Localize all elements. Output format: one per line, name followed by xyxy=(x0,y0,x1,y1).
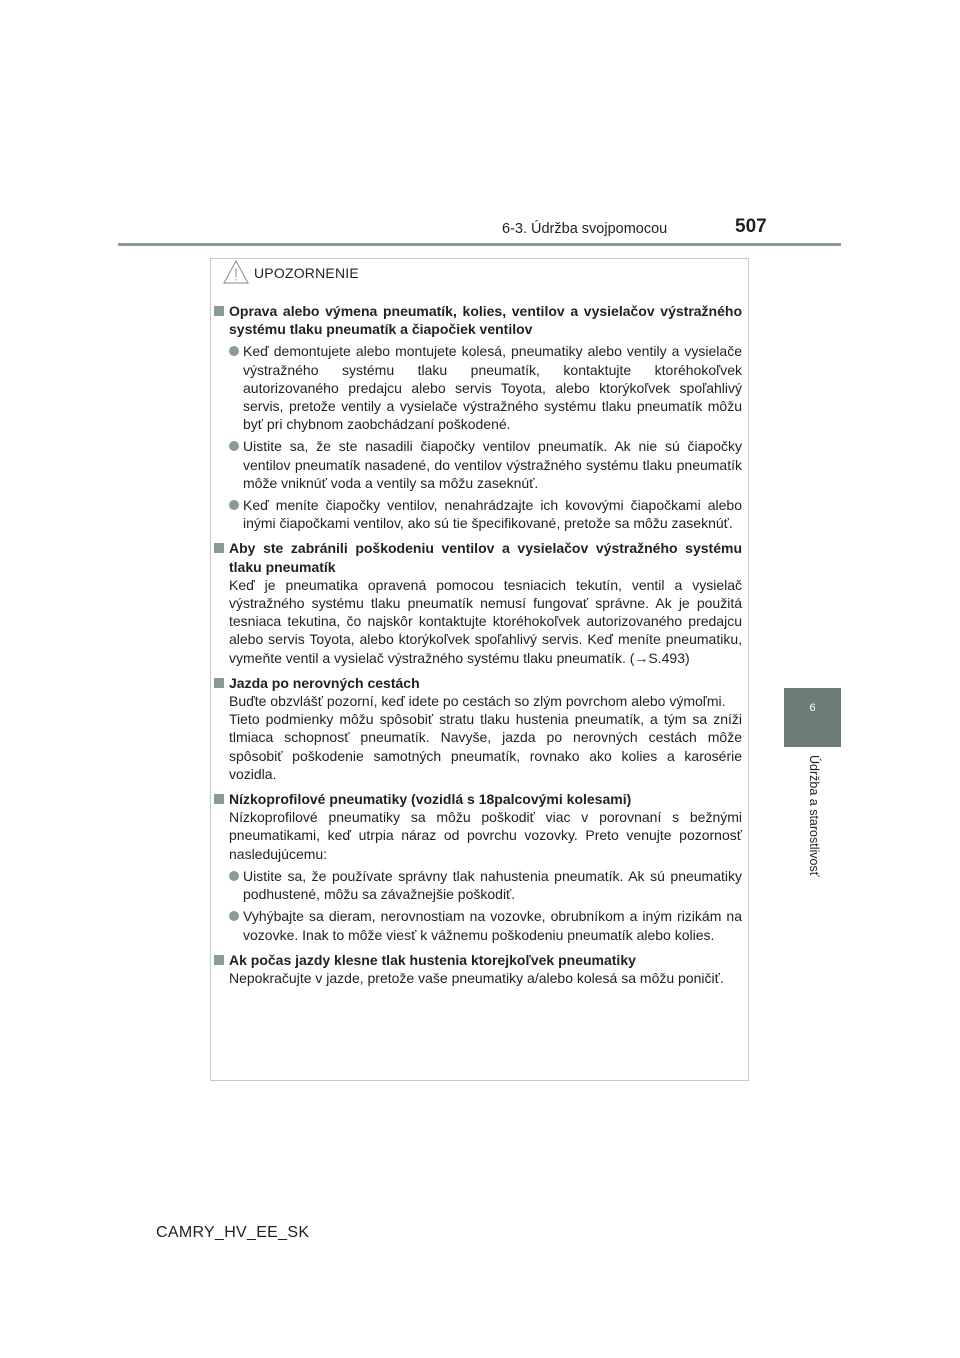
square-bullet-icon xyxy=(214,543,224,553)
section-heading xyxy=(214,302,742,338)
section-heading-text: Oprava alebo výmena pneumatík, kolies, ventilov a vysielačov výstražného systému tlaku pneumatík a čiapočiek ventilov xyxy=(229,303,742,338)
section-heading xyxy=(214,951,742,969)
round-bullet-icon xyxy=(229,911,239,921)
section-heading-text: Nízkoprofilové pneumatiky (vozidlá s 18palcovými kolesami) xyxy=(229,791,632,808)
list-item-text: Keď demontujete alebo montujete kolesá, pneumatiky alebo ventily a vysielače výstražného systému tlaku pneumatík, kontaktujte ktoréhokoľvek autorizovaného predajcu alebo servis Toyota, alebo ktorýkoľvek spoľahlivý servis, pretože ventily a vysielače výstražného systému tlaku pneumatík môžu byť pri chybnom zaobchádzaní poškodené. xyxy=(243,343,742,433)
chapter-tab xyxy=(784,688,841,747)
section-heading xyxy=(214,790,742,808)
round-bullet-icon xyxy=(229,500,239,510)
list-item-text: Uistite sa, že ste nasadili čiapočky ventilov pneumatík. Ak nie sú čiapočky ventilov pneumatík nasadené, do ventilov výstražného systému tlaku pneumatík môže vniknúť voda a ventily sa môžu zaseknúť. xyxy=(243,438,742,491)
header-divider xyxy=(118,243,841,246)
paragraph: Tieto podmienky môžu spôsobiť stratu tlaku hustenia pneumatík, a tým sa zníži tlmiaca schopnosť pneumatík. Navyše, jazda po nerovných cestách môže spôsobiť poškodenie samotných pneumatík, rovnako ako kolies a karosérie vozidla. xyxy=(229,711,742,782)
document-code: CAMRY_HV_EE_SK xyxy=(156,1224,310,1241)
paragraph: Nízkoprofilové pneumatiky sa môžu poškodiť viac v porovnaní s bežnými pneumatikami, keď utrpia náraz od povrchu vozovky. Preto venujte pozornosť nasledujúcemu: xyxy=(229,809,742,862)
chapter-number: 6 xyxy=(809,702,816,714)
warning-triangle-icon xyxy=(221,258,251,286)
list-item-text: Uistite sa, že používate správny tlak nahustenia pneumatík. Ak sú pneumatiky podhustené, môžu sa závažnejšie poškodiť. xyxy=(243,867,742,903)
list-item-text: Keď meníte čiapočky ventilov, nenahrádzajte ich kovovými čiapočkami alebo inými čiapočkami ventilov, ako sú tie špecifikované, pretože sa môžu zaseknúť. xyxy=(243,497,742,532)
warning-title: UPOZORNENIE xyxy=(254,265,359,281)
paragraph: Buďte obzvlášť pozorní, keď idete po cestách so zlým povrchom alebo výmoľmi. xyxy=(229,693,726,710)
square-bullet-icon xyxy=(214,678,224,688)
round-bullet-icon xyxy=(229,871,239,881)
list-item xyxy=(214,342,742,433)
square-bullet-icon xyxy=(214,794,224,804)
round-bullet-icon xyxy=(229,346,239,356)
paragraph: Keď je pneumatika opravená pomocou tesniacich tekutín, ventil a vysielač výstražného systému tlaku pneumatík nemusí fungovať správne. Ak je použitá tesniaca tekutina, čo najskôr kontaktujte ktoréhokoľvek autorizovaného predajcu alebo servis Toyota, alebo ktorýkoľvek spoľahlivý servis. Keď meníte pneumatiku, vymeňte ventil a vysielač výstražného systému tlaku pneumatík. (→S.493) xyxy=(229,576,742,666)
square-bullet-icon xyxy=(214,955,224,965)
list-item-text: Vyhýbajte sa dieram, nerovnostiam na vozovke, obrubníkom a iným rizikám na vozovke. Inak to môže viesť k vážnemu poškodeniu pneumatík alebo kolies. xyxy=(243,908,742,943)
paragraph: Nepokračujte v jazde, pretože vaše pneumatiky a/alebo kolesá sa môžu poničiť. xyxy=(229,969,724,986)
chapter-label: Údržba a starostlivosť xyxy=(807,755,821,877)
list-item xyxy=(214,907,742,943)
section-heading-text: Ak počas jazdy klesne tlak hustenia ktorejkoľvek pneumatiky xyxy=(229,951,636,968)
list-item xyxy=(214,437,742,492)
section-heading xyxy=(214,674,742,692)
page-number: 507 xyxy=(735,216,767,237)
section-heading-text: Jazda po nerovných cestách xyxy=(229,674,420,691)
section-title: 6-3. Údržba svojpomocou xyxy=(502,221,668,237)
section-heading xyxy=(214,539,742,575)
section-heading-text: Aby ste zabránili poškodeniu ventilov a vysielačov výstražného systému tlaku pneumatík xyxy=(229,540,742,575)
square-bullet-icon xyxy=(214,306,224,316)
warning-content xyxy=(214,295,742,987)
list-item xyxy=(214,496,742,532)
round-bullet-icon xyxy=(229,441,239,451)
list-item xyxy=(214,867,742,903)
